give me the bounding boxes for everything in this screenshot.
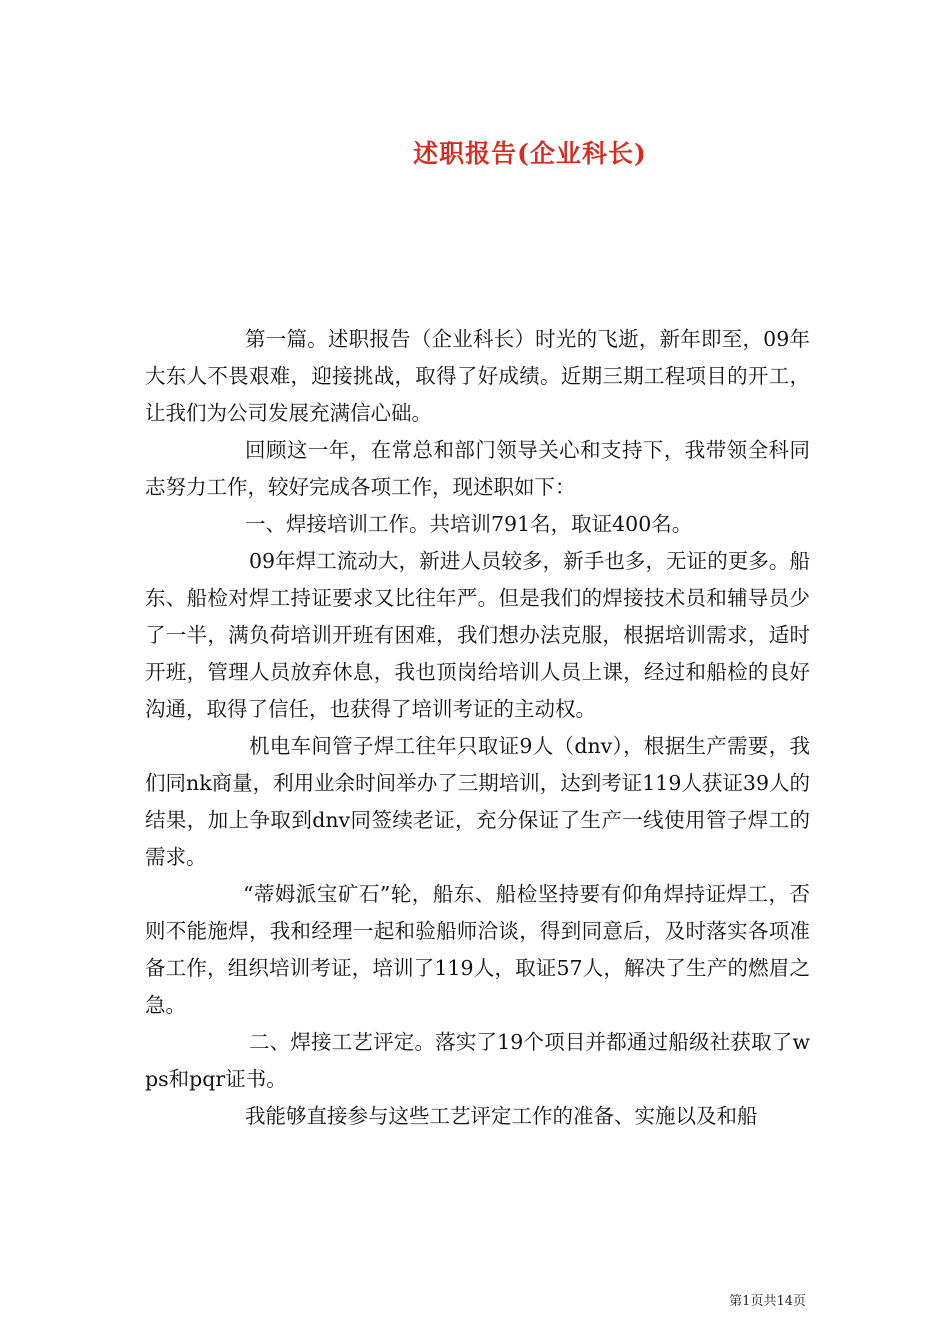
paragraph-pipe-welders: 机电车间管子焊工往年只取证9人（dnv），根据生产需要，我们同nk商量，利用业余时间举办了三期培训，达到考证119人获证39人的结果，加上争取到dnv同签续老证，充分保证了生产一线使用管子焊工的需求。 bbox=[145, 734, 810, 869]
paragraph-welder-training: 09年焊工流动大，新进人员较多，新手也多，无证的更多。船东、船检对焊工持证要求又比往年严。但是我们的焊接技术员和辅导员少了一半，满负荷培训开班有困难，我们想办法克服，根据培训需求，适时开班，管理人员放弃休息，我也顶岗给培训人员上课，经过和船检的良好沟通，取得了信任，也获得了培训考证的主动权。 bbox=[145, 549, 810, 721]
paragraph-section-1-heading: 一、焊接培训工作。共培训791名，取证400名。 bbox=[245, 512, 693, 536]
paragraph-review: 回顾这一年，在常总和部门领导关心和支持下，我带领全科同志努力工作，较好完成各项工作，现述职如下： bbox=[145, 438, 810, 499]
paragraph-section-2-heading: 二、焊接工艺评定。落实了19个项目并都通过船级社获取了wps和pqr证书。 bbox=[145, 1030, 810, 1091]
page-number-footer: 第1页共14页 bbox=[729, 1294, 806, 1309]
paragraph-process-evaluation: 我能够直接参与这些工艺评定工作的准备、实施以及和船 bbox=[245, 1104, 758, 1128]
document-body bbox=[145, 321, 810, 1135]
paragraph-intro: 第一篇。述职报告（企业科长）时光的飞逝，新年即至，09年大东人不畏艰难，迎接挑战，取得了好成绩。近期三期工程项目的开工，让我们为公司发展充满信心础。 bbox=[145, 327, 810, 425]
document-title: 述职报告(企业科长) bbox=[413, 139, 647, 168]
paragraph-ship-case: “蒂姆派宝矿石”轮，船东、船检坚持要有仰角焊持证焊工，否则不能施焊，我和经理一起和验船师洽谈，得到同意后，及时落实各项准备工作，组织培训考证，培训了119人，取证57人，解决了生产的燃眉之急。 bbox=[145, 882, 810, 1017]
